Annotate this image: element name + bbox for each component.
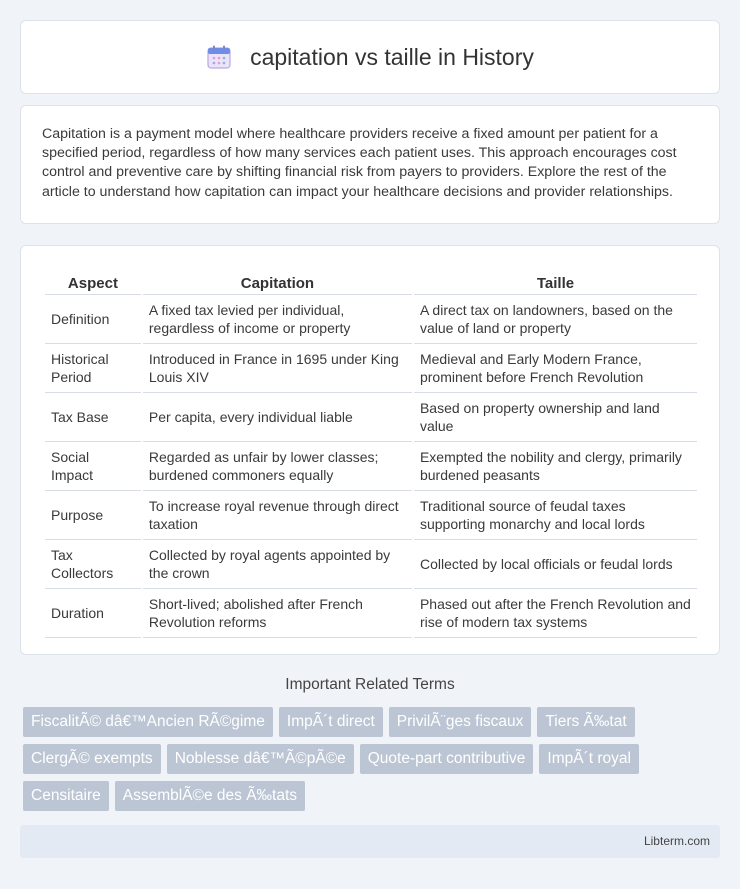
column-header-capitation: Capitation <box>143 265 412 295</box>
aspect-cell: Tax Collectors <box>45 540 141 589</box>
related-terms-title: Important Related Terms <box>285 676 455 693</box>
taille-cell: Exempted the nobility and clergy, primarily burdened peasants <box>414 442 697 491</box>
intro-paragraph: Capitation is a payment model where healthcare providers receive a fixed amount per patient for a specified period, regardless of how many services each patient uses. This approach encourages cost control and preventive care by shifting financial risk from payers to providers. Explore the rest of the article to understand how capitation can impact your healthcare decisions and provider relationships. <box>42 126 677 200</box>
table-row <box>45 295 697 344</box>
aspect-cell: Historical Period <box>45 344 141 393</box>
capitation-cell: Collected by royal agents appointed by the crown <box>143 540 412 589</box>
related-term-tag[interactable]: Tiers Ã‰tat <box>537 707 634 737</box>
related-term-tag[interactable]: AssemblÃ©e des Ã‰tats <box>115 781 305 811</box>
capitation-cell: Regarded as unfair by lower classes; burdened commoners equally <box>143 442 412 491</box>
tag-row <box>23 781 723 811</box>
taille-cell: Based on property ownership and land value <box>414 393 697 442</box>
taille-cell: Traditional source of feudal taxes supporting monarchy and local lords <box>414 491 697 540</box>
footer <box>20 825 720 858</box>
table-row <box>45 344 697 393</box>
intro-card <box>20 105 720 224</box>
table-row <box>45 393 697 442</box>
tag-row <box>23 707 723 737</box>
aspect-cell: Duration <box>45 589 141 638</box>
aspect-cell: Purpose <box>45 491 141 540</box>
related-term-tag[interactable]: Quote-part contributive <box>360 744 534 774</box>
table-header-row <box>45 265 697 295</box>
header-card <box>20 20 720 94</box>
table-row <box>45 540 697 589</box>
taille-cell: Collected by local officials or feudal lords <box>414 540 697 589</box>
related-terms <box>23 707 723 818</box>
aspect-cell: Social Impact <box>45 442 141 491</box>
calendar-icon <box>206 44 232 70</box>
related-term-tag[interactable]: PrivilÃ¨ges fiscaux <box>389 707 532 737</box>
related-term-tag[interactable]: FiscalitÃ© dâ€™Ancien RÃ©gime <box>23 707 273 737</box>
taille-cell: Phased out after the French Revolution and rise of modern tax systems <box>414 589 697 638</box>
table-row <box>45 442 697 491</box>
capitation-cell: Per capita, every individual liable <box>143 393 412 442</box>
column-header-taille: Taille <box>414 265 697 295</box>
aspect-cell: Definition <box>45 295 141 344</box>
comparison-card <box>20 245 720 655</box>
related-term-tag[interactable]: ImpÃ´t direct <box>279 707 383 737</box>
header <box>206 44 534 71</box>
related-term-tag[interactable]: Noblesse dâ€™Ã©pÃ©e <box>167 744 354 774</box>
related-term-tag[interactable]: Censitaire <box>23 781 109 811</box>
capitation-cell: Short-lived; abolished after French Revolution reforms <box>143 589 412 638</box>
aspect-cell: Tax Base <box>45 393 141 442</box>
related-term-tag[interactable]: ClergÃ© exempts <box>23 744 161 774</box>
capitation-cell: A fixed tax levied per individual, regardless of income or property <box>143 295 412 344</box>
column-header-aspect: Aspect <box>45 265 141 295</box>
capitation-cell: Introduced in France in 1695 under King Louis XIV <box>143 344 412 393</box>
comparison-table <box>43 265 699 638</box>
taille-cell: A direct tax on landowners, based on the value of land or property <box>414 295 697 344</box>
related-term-tag[interactable]: ImpÃ´t royal <box>539 744 639 774</box>
table-row <box>45 491 697 540</box>
taille-cell: Medieval and Early Modern France, prominent before French Revolution <box>414 344 697 393</box>
tag-row <box>23 744 723 774</box>
capitation-cell: To increase royal revenue through direct taxation <box>143 491 412 540</box>
table-row <box>45 589 697 638</box>
footer-site-link[interactable]: Libterm.com <box>643 834 710 848</box>
page-title: capitation vs taille in History <box>250 43 534 70</box>
